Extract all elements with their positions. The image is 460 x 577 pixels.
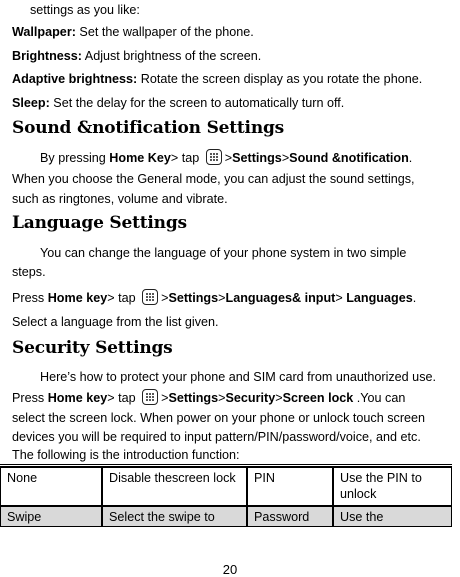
brightness-item bbox=[12, 48, 261, 64]
language-body-line: steps. bbox=[12, 265, 46, 279]
table-cell: None bbox=[0, 467, 102, 506]
intro-line: settings as you like: bbox=[30, 3, 140, 17]
brightness-text: Adjust brightness of the screen. bbox=[81, 49, 262, 63]
app-drawer-icon bbox=[142, 389, 158, 405]
page-number: 20 bbox=[222, 562, 238, 577]
table-cell: Use the bbox=[333, 506, 452, 527]
brightness-label: Brightness: bbox=[12, 49, 82, 63]
security-body-line: select the screen lock. When power on your phone or unlock touch screen bbox=[12, 411, 426, 425]
table-cell: Disable thescreen lock bbox=[102, 467, 247, 506]
security-instruction-line: Press Home key> tap >Settings>Security>Screen lock .You can bbox=[12, 391, 406, 405]
security-body-line: devices you will be required to input pattern/PIN/password/voice, and etc. bbox=[12, 430, 421, 444]
app-drawer-icon bbox=[142, 289, 158, 305]
wallpaper-text: Set the wallpaper of the phone. bbox=[75, 25, 254, 39]
table-row bbox=[0, 467, 452, 506]
sleep-label: Sleep: bbox=[12, 96, 50, 110]
sleep-text: Set the delay for the screen to automatically turn off. bbox=[49, 96, 345, 110]
table-row bbox=[0, 506, 452, 527]
adaptive-text: Rotate the screen display as you rotate the phone. bbox=[137, 72, 423, 86]
table-cell: Swipe bbox=[0, 506, 102, 527]
wallpaper-label: Wallpaper: bbox=[12, 25, 76, 39]
adaptive-label: Adaptive brightness: bbox=[12, 72, 138, 86]
table-cell: Select the swipe to bbox=[102, 506, 247, 527]
language-heading: Language Settings bbox=[12, 213, 187, 233]
table-cell: PIN bbox=[247, 467, 333, 506]
wallpaper-item bbox=[12, 24, 254, 40]
security-body-line: The following is the introduction function: bbox=[12, 448, 240, 462]
sound-body-line: such as ringtones, volume and vibrate. bbox=[12, 192, 228, 206]
language-body-line: You can change the language of your phone system in two simple bbox=[40, 246, 407, 260]
table-cell: Use the PIN to unlock bbox=[333, 467, 452, 506]
sound-body-line: When you choose the General mode, you can adjust the sound settings, bbox=[12, 172, 415, 186]
security-body-line: Here’s how to protect your phone and SIM card from unauthorized use. bbox=[40, 370, 436, 384]
sound-instruction-line: By pressing Home Key> tap >Settings>Sound &notification. bbox=[40, 151, 413, 165]
language-body-line: Select a language from the list given. bbox=[12, 315, 219, 329]
table-cell: Password bbox=[247, 506, 333, 527]
sound-heading: Sound &notification Settings bbox=[12, 118, 285, 138]
security-heading: Security Settings bbox=[12, 338, 173, 358]
adaptive-brightness-item bbox=[12, 71, 422, 87]
sleep-item bbox=[12, 95, 344, 111]
app-drawer-icon bbox=[206, 149, 222, 165]
language-instruction-line: Press Home key> tap >Settings>Languages& input> Languages. bbox=[12, 291, 417, 305]
screen-lock-table bbox=[0, 464, 452, 527]
